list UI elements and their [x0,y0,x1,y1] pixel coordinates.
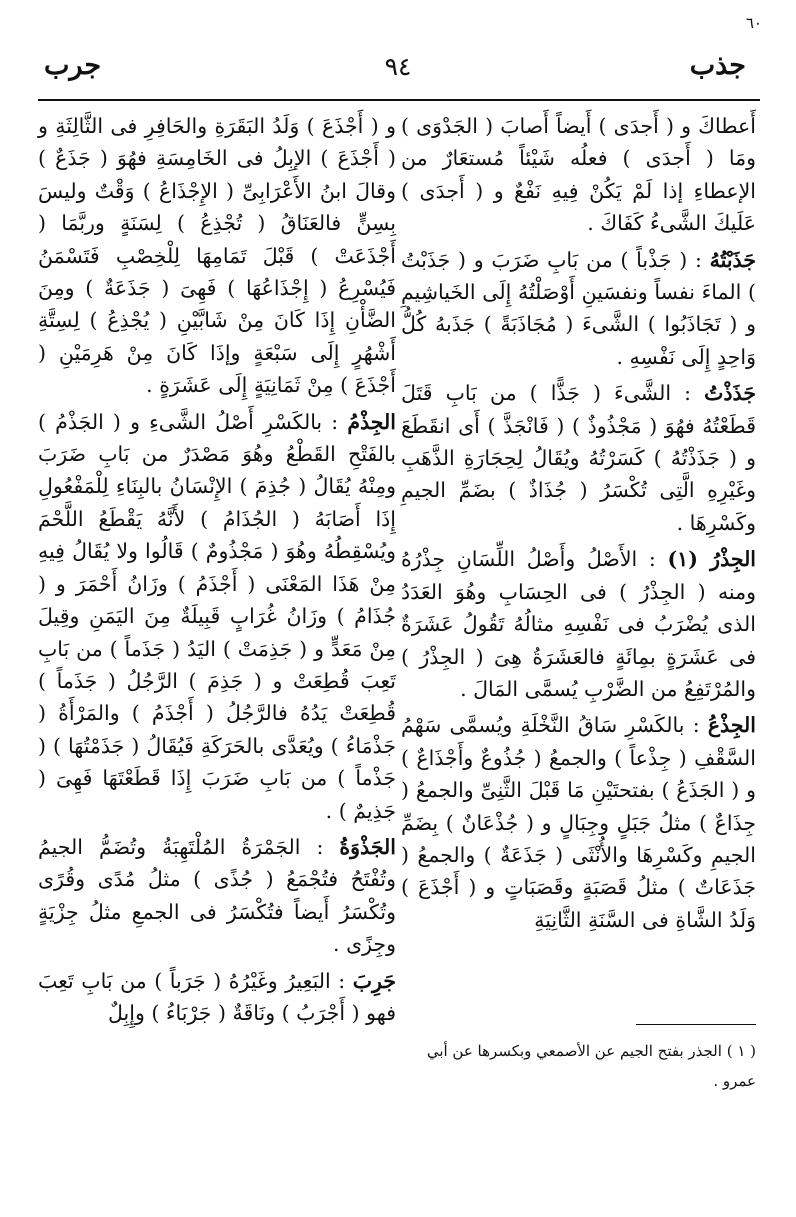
entry-text: : البَعِيرُ وغَيْرُهُ ( جَرَباً ) من بَابِ تَعِبَ فهو ( أَجْرَبُ ) ونَاقَةٌ ( جَرْبَاءُ ) وإِبِلٌ [38,968,396,1025]
corner-mark: ٦٠ [745,14,762,32]
entry-headword: الجِذْرُ (١) [667,547,757,572]
left-column [38,110,396,1033]
entry-text: أَعطاكَ و ( أَجدَى ) أَيضاً أَصابَ ( الجَدْوَى ) ومَا ( أَجدَى ) فعلُه شَيْئاً مُستعَارٌ من الإعطاءِ إذا لَمْ يَكُنْ فِيهِ نَفْعٌ و ( أَجدَى ) عَلَيكَ الشَّىءُ كَفَاكَ . [401,114,756,236]
entry-headword: جَرِبَ [352,968,396,993]
section-heading-right: جذب [689,50,746,81]
footnote-rule [636,1024,756,1025]
entry-headword: جَذَبْتُهُ [709,247,756,272]
entry-text: : الشَّىءَ ( جَذًّا ) من بَابِ قَتَلَ قَطَعْتُهُ فهُوَ ( مَجْذُوذٌ ) ( فَانْجَذَّ ) أَى انقَطَعَ و ( جَذَذْتُهُ ) كَسَرْتُهُ ويُقَالُ لِحِجَارَةِ الذَّهَبِ وغَيْرِهِ الَّتِى تُكْسَرُ ( جُذَاذٌ ) بضَمِّ الجيمِ وكَسْرِهَا . [401,381,756,535]
entry [401,110,756,240]
section-heading-left: جرب [44,50,102,81]
entry [401,244,756,374]
entry [38,965,396,1030]
entry-text: : بالكَسْرِ سَاقُ النَّخْلَةِ ويُسمَّى سَهْمُ السَّقْفِ ( جِذْعاً ) والجمعُ ( جُذُوعٌ وأَجْذَاعٌ ) و ( الجَذَعُ ) بفتحتَيْنِ مَا قَبْلَ الثَّنِىِّ والجمعُ ( جِذَاعٌ ) مثلُ جَبَلٍ وجِبَالٍ و ( جُذْعَانٌ ) بِضَمِّ الجيمِ وكَسْرِهَا والأُنْثَى ( جَذَعَةٌ ) والجمعُ ( جَذَعَاتٌ ) مثلُ قَصَبَةٍ وقَصَبَاتٍ و ( أَجْذَعَ ) وَلَدُ الشَّاةِ فى السَّنَةِ الثَّانِيَةِ [401,713,756,932]
entry-headword: الجِذْمُ [347,409,396,434]
entry [38,406,396,827]
entry [38,831,396,961]
entry-text: و ( أَجْذَعَ ) وَلَدُ البَقَرَةِ والحَافِرِ فى الثَّالِثَةِ و ( أَجْذَعَ ) الإبِلُ فى الخَامِسَةِ فهُوَ ( جَذَعٌ ) وقالَ ابنُ الأَعْرَابِىِّ ( الإِجْذَاعُ ) وَقْتٌ وليسَ بِسِنٍّ فالعَنَاقُ ( تُجْذِعُ ) لِسَنَةٍ وربَّمَا ( أَجْذَعَتْ ) قَبْلَ تَمَامِهَا لِلْخِصْبِ فَتَسْمَنُ فَيُسْرِعُ ( إِجْذَاعُهَا ) فَهِىَ ( جَذَعَةٌ ) ومِنَ الضَّأْنِ إِذَا كَانَ مِنْ شَابَّيْنِ ( يُجْذِعُ ) لِسِتَّةِ أَشْهُرٍ إِلَى سَبْعَةٍ وإذَا كَانَ مِنْ هَرِمَيْنِ ( أَجْذَعَ ) مِنْ ثَمَانِيَةٍ إِلَى عَشَرَةٍ . [38,114,396,398]
entry [401,543,756,705]
page-header [36,50,760,90]
entry-text: : بالكَسْرِ أَصْلُ الشَّىءِ و ( الجَذْمُ ) بالفَتْحِ القَطْعُ وهُوَ مَصْدَرٌ من بَابِ ضَرَبَ ومِنْهُ يُقَالُ ( جُذِمَ ) الإِنْسَانُ بالبِنَاءِ لِلْمَفْعُولِ إِذَا أَصَابَهُ ( الجُذَامُ ) لأَنَّهُ يَقْطَعُ اللَّحْمَ ويُسْقِطُهُ وهُوَ ( مَجْذُومٌ ) قَالُوا ولا يُقَالُ فِيهِ مِنْ هَذَا المَعْنَى ( أَجْذَمُ ) وزَانُ أَحْمَرَ و ( جُذَامُ ) وزَانُ غُرَابٍ قَبِيلَةٌ مِنَ اليَمَنِ وقِيلَ مِنْ مَعَدٍّ و ( جَذِمَتْ ) اليَدُ ( جَذَماً ) من بَابِ تَعِبَ قُطِعَتْ و ( جَذِمَ ) الرَّجُلُ ( جَذَماً ) قُطِعَتْ يَدُهُ فالرَّجُلُ ( أَجْذَمُ ) والمَرْأَةُ ( جَذْمَاءُ ) ويُعَدَّى بالحَرَكَةِ فَيُقَالُ ( جَذَمْتُهَا ) ( جَذْماً ) من بَابِ ضَرَبَ إِذَا قَطَعْتَهَا فَهِىَ ( جَذِيمٌ ) . [38,409,396,823]
header-rule [38,99,760,101]
entry-text: : ( جَذْباً ) من بَابِ ضَرَبَ و ( جَذَبْتُ ) الماءَ نفساً ونفسَينِ أَوْصَلْتُهُ إِلَى الخَياشِيمِ و ( تَجَاذَبُوا ) الشَّىءَ ( مُجَاذَبَةً ) جَذَبهُ كُلُّ وَاحِدٍ إِلَى نَفْسِهِ . [401,247,756,369]
right-column [401,110,756,940]
entry-text: : الجَمْرَةُ المُلْتَهِبَةُ وتُضَمُّ الجيمُ وتُفْتَحُ فتُجْمَعُ ( جُذًى ) مثلُ مُدًى وقُرًى وتُكْسَرُ أَيضاً فتُكْسَرُ فى الجمعِ مثلُ جِزْيَةٍ وجِزًى . [38,834,396,957]
footnote: ( ١ ) الجذر بفتح الجيم عن الأصمعي وبكسرها عن أبي عمرو . [426,1042,756,1090]
entry [38,110,396,402]
entry [401,377,756,539]
entry-headword: جَذَذْتُ [704,381,756,406]
entry-text: : الأَصْلُ وأَصْلُ اللِّسَانِ جِذْرُهُ ومنه ( الجِذْرُ ) فى الحِسَابِ وهُوَ العَدَدُ الذى يُضْرَبُ فى نَفْسِهِ مثالُهُ تَقُولُ عَشَرَةٌ فى عَشَرَةٍ بمِائَةٍ فالعَشَرَةُ هِىَ ( الجِذْرُ ) والمُرْتَفِعُ من الضَّرْبِ يُسمَّى المَالَ . [401,547,756,701]
entry-headword: الجَذْوَةُ [339,834,396,859]
entry-headword: الجِذْعُ [707,713,756,738]
page-number: ٩٤ [384,52,412,81]
entry [401,709,756,936]
